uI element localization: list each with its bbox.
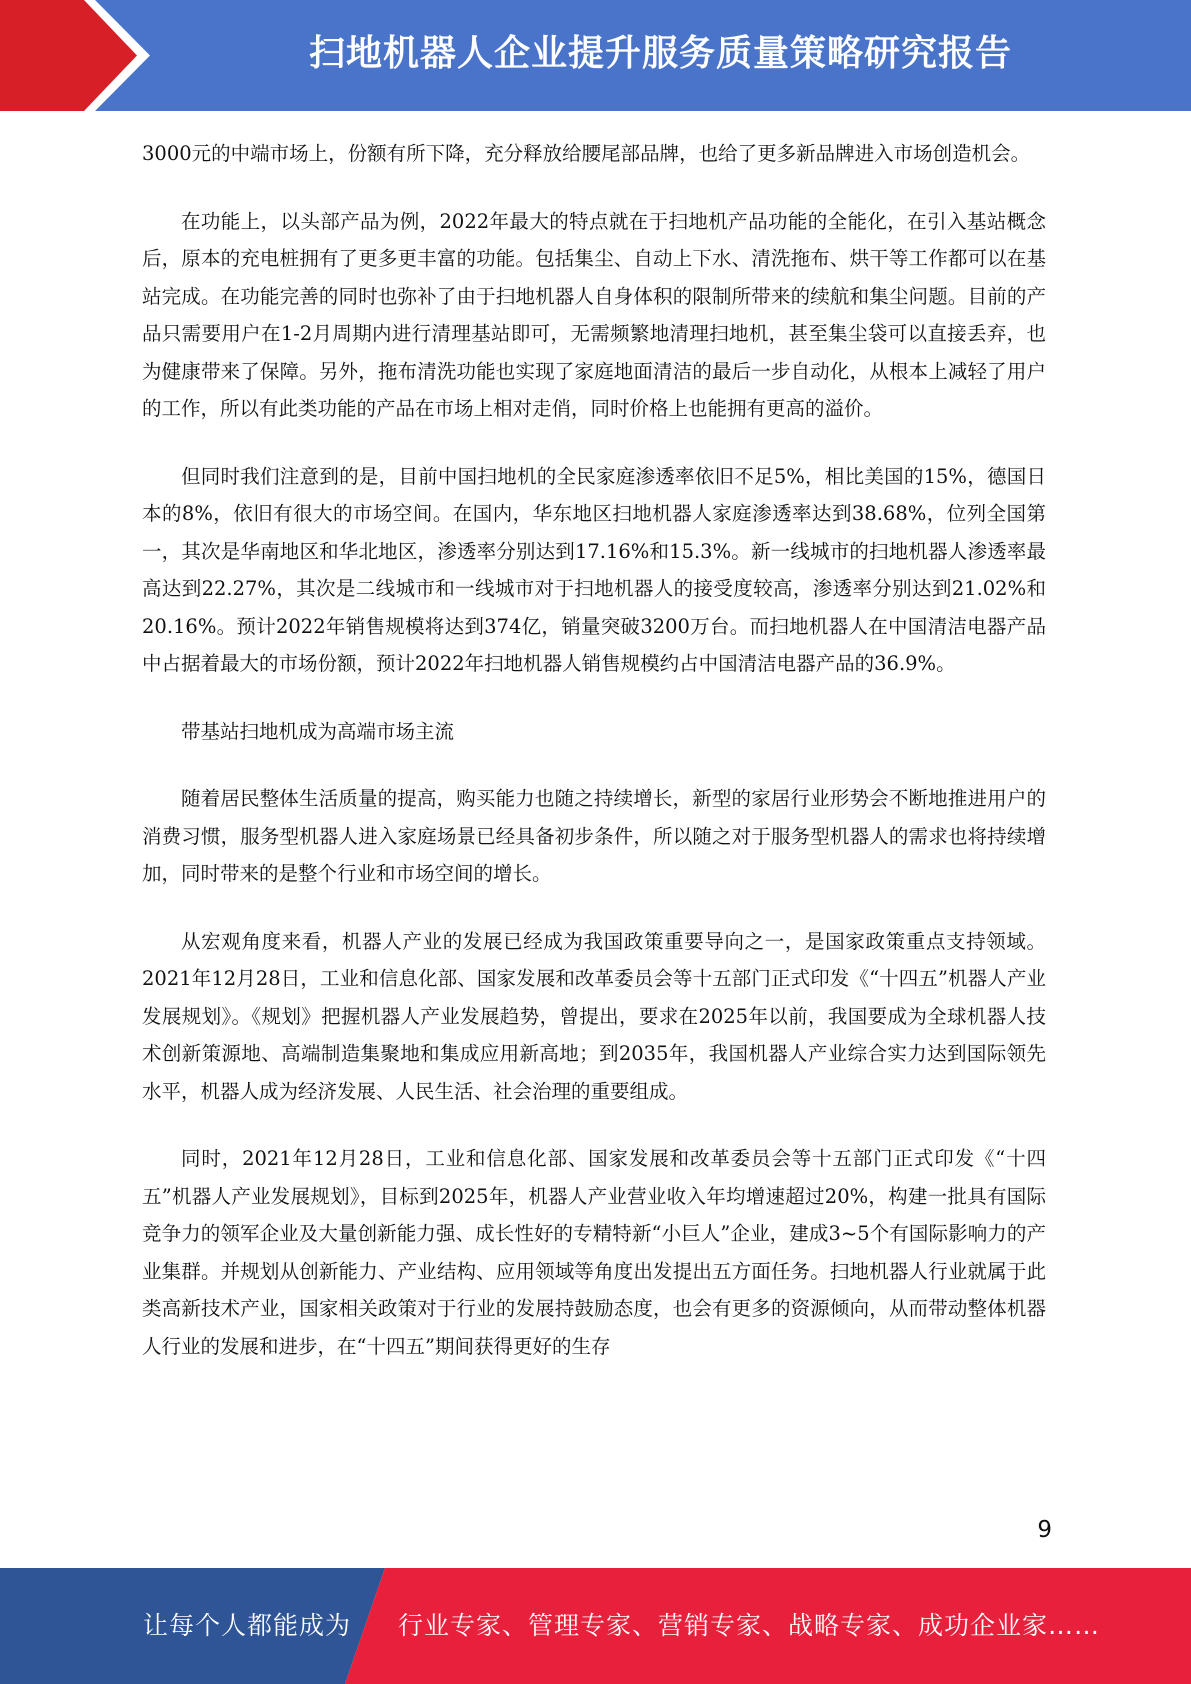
page-number: 9 <box>1037 1517 1052 1543</box>
footer-slogan-left: 让每个人都能成为 <box>143 1611 352 1640</box>
body-paragraph: 3000元的中端市场上，份额有所下降，充分释放给腰尾部品牌，也给了更多新品牌进入市场创造机会。 <box>142 142 1031 165</box>
section-subheading: 带基站扫地机成为高端市场主流 <box>181 719 455 743</box>
body-paragraph: 但同时我们注意到的是，目前中国扫地机的全民家庭渗透率依旧不足5%，相比美国的15%，德国日本的8%，依旧有很大的市场空间。在国内，华东地区扫地机器人家庭渗透率达到38.68%，位列全国第一，其次是华南地区和华北地区，渗透率分别达到17.16%和15.3%。新一线城市的扫地机器人渗透率最高达到22.27%，其次是二线城市和一线城市对于扫地机器人的接受度较高，渗透率分别达到21.02%和20.16%。预计2022年销售规模将达到374亿，销量突破3200万台。而扫地机器人在中国清洁电器产品中占据着最大的市场份额，预计2022年扫地机器人销售规模约占中国清洁电器产品的36.9%。 <box>142 464 1046 675</box>
footer-slogan-right: 行业专家、管理专家、营销专家、战略专家、成功企业家…… <box>398 1611 1101 1640</box>
body-paragraph: 同时，2021年12月28日，工业和信息化部、国家发展和改革委员会等十五部门正式印发《“十四五”机器人产业发展规划》，目标到2025年，机器人产业营业收入年均增速超过20%，构建一批具有国际竞争力的领军企业及大量创新能力强、成长性好的专精特新“小巨人”企业，建成3~5个有国际影响力的产业集群。并规划从创新能力、产业结构、应用领域等角度出发提出五方面任务。扫地机器人行业就属于此类高新技术产业，国家相关政策对于行业的发展持鼓励态度，也会有更多的资源倾向，从而带动整体机器人行业的发展和进步，在“十四五”期间获得更好的生存 <box>142 1147 1046 1358</box>
report-title: 扫地机器人企业提升服务质量策略研究报告 <box>308 33 1012 74</box>
body-paragraph: 从宏观角度来看，机器人产业的发展已经成为我国政策重要导向之一，是国家政策重点支持领域。2021年12月28日，工业和信息化部、国家发展和改革委员会等十五部门正式印发《“十四五”机器人产业发展规划》。《规划》把握机器人产业发展趋势，曾提出，要求在2025年以前，我国要成为全球机器人技术创新策源地、高端制造集聚地和集成应用新高地；到2035年，我国机器人产业综合实力达到国际领先水平，机器人成为经济发展、人民生活、社会治理的重要组成。 <box>142 929 1046 1103</box>
page-footer <box>0 1568 1191 1684</box>
body-paragraph: 随着居民整体生活质量的提高，购买能力也随之持续增长，新型的家居行业形势会不断地推进用户的消费习惯，服务型机器人进入家庭场景已经具备初步条件，所以随之对于服务型机器人的需求也将持续增加，同时带来的是整个行业和市场空间的增长。 <box>142 787 1046 885</box>
page-header <box>0 0 1191 111</box>
page-body <box>142 135 1046 1365</box>
body-paragraph: 在功能上，以头部产品为例，2022年最大的特点就在于扫地机产品功能的全能化，在引入基站概念后，原本的充电桩拥有了更多更丰富的功能。包括集尘、自动上下水、清洗拖布、烘干等工作都可以在基站完成。在功能完善的同时也弥补了由于扫地机器人自身体积的限制所带来的续航和集尘问题。目前的产品只需要用户在1-2月周期内进行清理基站即可，无需频繁地清理扫地机，甚至集尘袋可以直接丢弃，也为健康带来了保障。另外，拖布清洗功能也实现了家庭地面清洁的最后一步自动化，从根本上减轻了用户的工作，所以有此类功能的产品在市场上相对走俏，同时价格上也能拥有更高的溢价。 <box>142 209 1046 420</box>
